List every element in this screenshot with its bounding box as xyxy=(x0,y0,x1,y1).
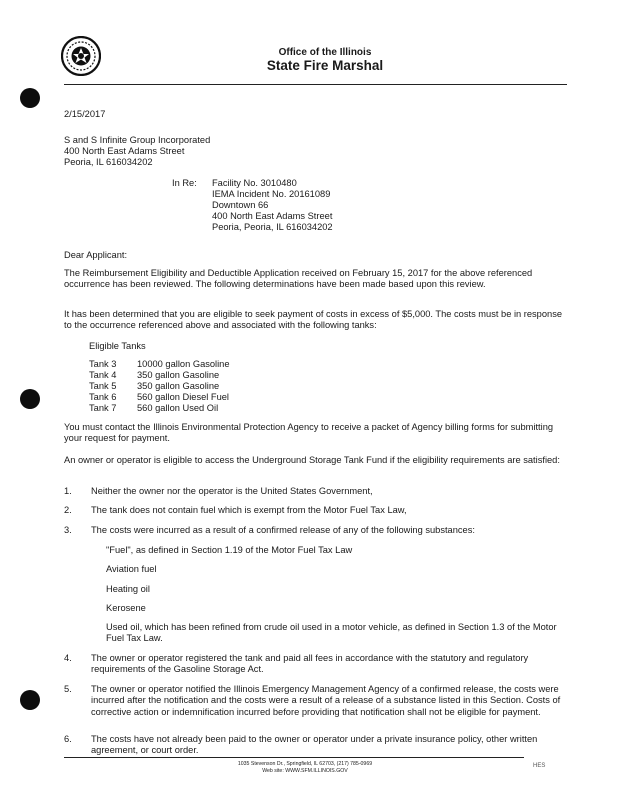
footer-website: Web site: WWW.SFM.ILLINOIS.GOV xyxy=(262,768,348,774)
paragraph-eligibility: It has been determined that you are eligible to seek payment of costs in excess of $5,000. The costs must be in response to the occurrence referenced above and associated with the following tanks: xyxy=(64,309,563,331)
tank-description: 560 gallon Used Oil xyxy=(137,403,219,413)
substance-item: Kerosene xyxy=(106,603,146,613)
paragraph-requirements-intro: An owner or operator is eligible to access the Underground Storage Tank Fund if the eligibility requirements are satisfied: xyxy=(64,455,560,465)
requirement-text: The costs have not already been paid to the owner or operator under a private insurance policy, other written agreement, or court order. xyxy=(91,734,538,756)
tank-number: Tank 7 xyxy=(89,403,117,413)
paragraph-contact-epa: You must contact the Illinois Environmental Protection Agency to receive a packet of Agency billing forms for submitting your request for payment. xyxy=(64,422,554,444)
recipient-street: 400 North East Adams Street xyxy=(64,146,185,156)
recipient-name: S and S Infinite Group Incorporated xyxy=(64,135,211,145)
in-re-street: 400 North East Adams Street xyxy=(212,211,333,221)
tank-number: Tank 4 xyxy=(89,370,117,380)
requirement-number: 2. xyxy=(64,505,72,515)
tank-number: Tank 3 xyxy=(89,359,117,369)
tank-description: 350 gallon Gasoline xyxy=(137,370,220,380)
requirement-text: Neither the owner nor the operator is the United States Government, xyxy=(91,486,373,496)
paragraph-review: The Reimbursement Eligibility and Deductible Application received on February 15, 2017 for the above referenced occurrence has been reviewed. The following determinations have been made based upon this review. xyxy=(64,268,533,290)
in-re-site-name: Downtown 66 xyxy=(212,200,269,210)
requirement-text: The costs were incurred as a result of a confirmed release of any of the following substances: xyxy=(91,525,475,535)
office-title-line2: State Fire Marshal xyxy=(266,58,384,73)
requirement-number: 6. xyxy=(64,734,72,744)
in-re-city: Peoria, Peoria, IL 616034202 xyxy=(212,222,333,232)
tank-row xyxy=(89,359,230,370)
header-divider xyxy=(64,84,567,85)
footer-address: 1035 Stevenson Dr., Springfield, IL 62703, (217) 785-0969 xyxy=(237,761,373,767)
seal-icon xyxy=(61,36,101,76)
tank-row xyxy=(89,381,219,392)
footer-divider xyxy=(64,757,524,758)
in-re-label: In Re: xyxy=(172,178,197,188)
requirement-number: 1. xyxy=(64,486,72,496)
binder-hole-top xyxy=(20,88,40,108)
binder-hole-middle xyxy=(20,389,40,409)
requirement-text: The owner or operator notified the Illinois Emergency Management Agency of a confirmed release, the costs were incurred after the notification and the costs were a result of a release of a substance listed in this Section. Costs of corrective action or indemnification incurred before providing that notification shall not be eligible for payment. xyxy=(91,684,561,717)
tank-number: Tank 5 xyxy=(89,381,117,391)
requirement-number: 4. xyxy=(64,653,72,663)
in-re-facility: Facility No. 3010480 xyxy=(212,178,297,188)
tank-row xyxy=(89,403,218,414)
tank-description: 10000 gallon Gasoline xyxy=(137,359,230,369)
tank-description: 350 gallon Gasoline xyxy=(137,381,220,391)
substance-item: "Fuel", as defined in Section 1.19 of the Motor Fuel Tax Law xyxy=(106,545,353,555)
salutation: Dear Applicant: xyxy=(64,250,128,260)
tank-row xyxy=(89,370,219,381)
tank-number: Tank 6 xyxy=(89,392,117,402)
page-code: HES xyxy=(533,763,546,769)
office-title-line1: Office of the Illinois xyxy=(278,47,372,58)
requirement-text: The tank does not contain fuel which is exempt from the Motor Fuel Tax Law, xyxy=(91,505,407,515)
requirement-number: 5. xyxy=(64,684,72,694)
requirement-text: The owner or operator registered the tank and paid all fees in accordance with the statutory and regulatory requirements of the Gasoline Storage Act. xyxy=(91,653,529,675)
eligible-tanks-heading: Eligible Tanks xyxy=(89,341,146,351)
substance-item: Aviation fuel xyxy=(106,564,157,574)
tank-description: 560 gallon Diesel Fuel xyxy=(137,392,229,402)
in-re-incident: IEMA Incident No. 20161089 xyxy=(212,189,331,199)
substance-item: Used oil, which has been refined from crude oil used in a motor vehicle, as defined in Section 1.3 of the Motor Fuel Tax Law. xyxy=(106,622,557,644)
letter-date: 2/15/2017 xyxy=(64,109,106,119)
tank-row xyxy=(89,392,229,403)
requirement-number: 3. xyxy=(64,525,72,535)
substance-item: Heating oil xyxy=(106,584,150,594)
recipient-city: Peoria, IL 616034202 xyxy=(64,157,153,167)
binder-hole-bottom xyxy=(20,690,40,710)
